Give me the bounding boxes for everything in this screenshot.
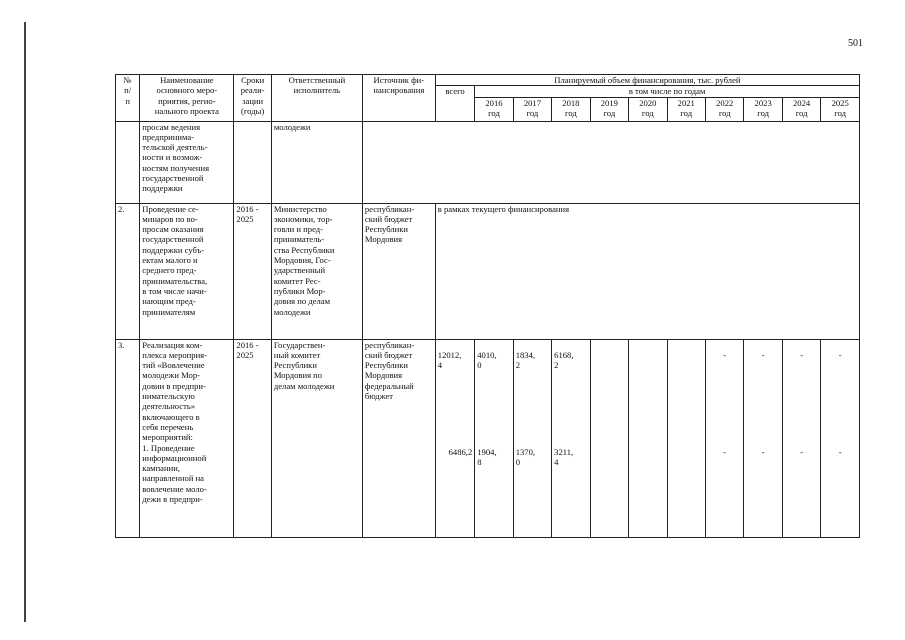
value-year: 1370, 0 (515, 447, 536, 468)
cell-year-2018 (552, 339, 590, 537)
header-source: Источник фи- нансирования (362, 75, 435, 122)
value-year: 3211, 4 (554, 447, 574, 468)
cell-source: республикан- ский бюджет Республики Мордовия федеральный бюджет (362, 339, 435, 537)
cell-year-2024 (782, 339, 820, 537)
header-year: 2021 год (667, 97, 705, 121)
header-year: 2024 год (782, 97, 820, 121)
cell-year-2025 (821, 339, 860, 537)
margin-rule (24, 22, 26, 622)
cell-year-2021 (667, 339, 705, 537)
value-year: - (761, 349, 765, 360)
header-year: 2020 год (629, 97, 667, 121)
cell-term: 2016 - 2025 (234, 339, 271, 537)
value-year: 1834, 2 (515, 349, 536, 371)
header-year: 2022 год (705, 97, 743, 121)
header-num: № п/ п (116, 75, 140, 122)
value-total: 6486,2 (448, 447, 473, 458)
financing-plan-table (115, 74, 860, 538)
value-total: 12012, 4 (437, 349, 462, 371)
header-year: 2017 год (513, 97, 551, 121)
table-row-2 (116, 203, 860, 339)
cell-num: 3. (116, 339, 140, 537)
table-row-3 (116, 339, 860, 427)
cell-term: 2016 - 2025 (234, 203, 271, 339)
value-year: - (800, 447, 804, 458)
header-responsible: Ответственный исполнитель (271, 75, 362, 122)
cell-responsible: Министерство экономики, тор- говли и пред- приниматель- ства Республики Мордовия, Гос- ударственный комитет Рес- публики Мор- довия по делам молодежи (271, 203, 362, 339)
value-year: 1904, 8 (477, 447, 497, 468)
value-year: - (838, 447, 842, 458)
cell-year-2020 (629, 339, 667, 537)
cell-num (116, 121, 140, 203)
header-term: Сроки реали- зации (годы) (234, 75, 271, 122)
value-year: - (723, 349, 727, 360)
header-name: Наименование основного меро- приятия, регио- нального проекта (140, 75, 234, 122)
cell-source-financing (362, 121, 859, 203)
header-row-1 (116, 75, 860, 86)
cell-source: республикан- ский бюджет Республики Мордовия (362, 203, 435, 339)
value-year: - (723, 447, 727, 458)
cell-responsible: молодежи (271, 121, 362, 203)
header-year: 2018 год (552, 97, 590, 121)
value-year: - (761, 447, 765, 458)
header-by-years: в том числе по годам (475, 86, 860, 97)
cell-year-2023 (744, 339, 782, 537)
cell-num: 2. (116, 203, 140, 339)
table-row-continuation (116, 121, 860, 203)
cell-responsible: Государствен- ный комитет Республики Мордовия по делам молодежи (271, 339, 362, 537)
value-year: 4010, 0 (477, 349, 497, 371)
header-year: 2016 год (475, 97, 513, 121)
page-number: 501 (848, 38, 863, 49)
header-year: 2025 год (821, 97, 860, 121)
header-planned: Планируемый объем финансирования, тыс. рублей (435, 75, 859, 86)
value-year: 6168, 2 (554, 349, 574, 371)
cell-year-2016 (475, 339, 513, 537)
cell-name: просам ведения предпринима- тельской деятель- ности и возмож- ностям получения государственной поддержки (140, 121, 234, 203)
value-year: - (800, 349, 804, 360)
cell-year-2019 (590, 339, 628, 537)
cell-total (435, 339, 474, 537)
cell-financing-note: в рамках текущего финансирования (435, 203, 859, 339)
value-year: - (838, 349, 842, 360)
header-total: всего (435, 86, 474, 121)
cell-year-2017 (513, 339, 551, 537)
cell-year-2022 (705, 339, 743, 537)
cell-term (234, 121, 271, 203)
header-year: 2023 год (744, 97, 782, 121)
header-year: 2019 год (590, 97, 628, 121)
cell-name: Проведение се- минаров по во- просам оказания государственной поддержки субъ- ектам малого и среднего пред- принимательства, в том числе начи- нающим пред- принимателям (140, 203, 234, 339)
cell-name: Реализация ком- плекса мероприя- тий «Вовлечение молодежи Мор- довии в предпри- нимательскую деятельность» включающего в себя перечень мероприятий: 1. Проведение информационной кампании, направленной на вовлечение моло- дежи в предпри- (140, 339, 234, 537)
